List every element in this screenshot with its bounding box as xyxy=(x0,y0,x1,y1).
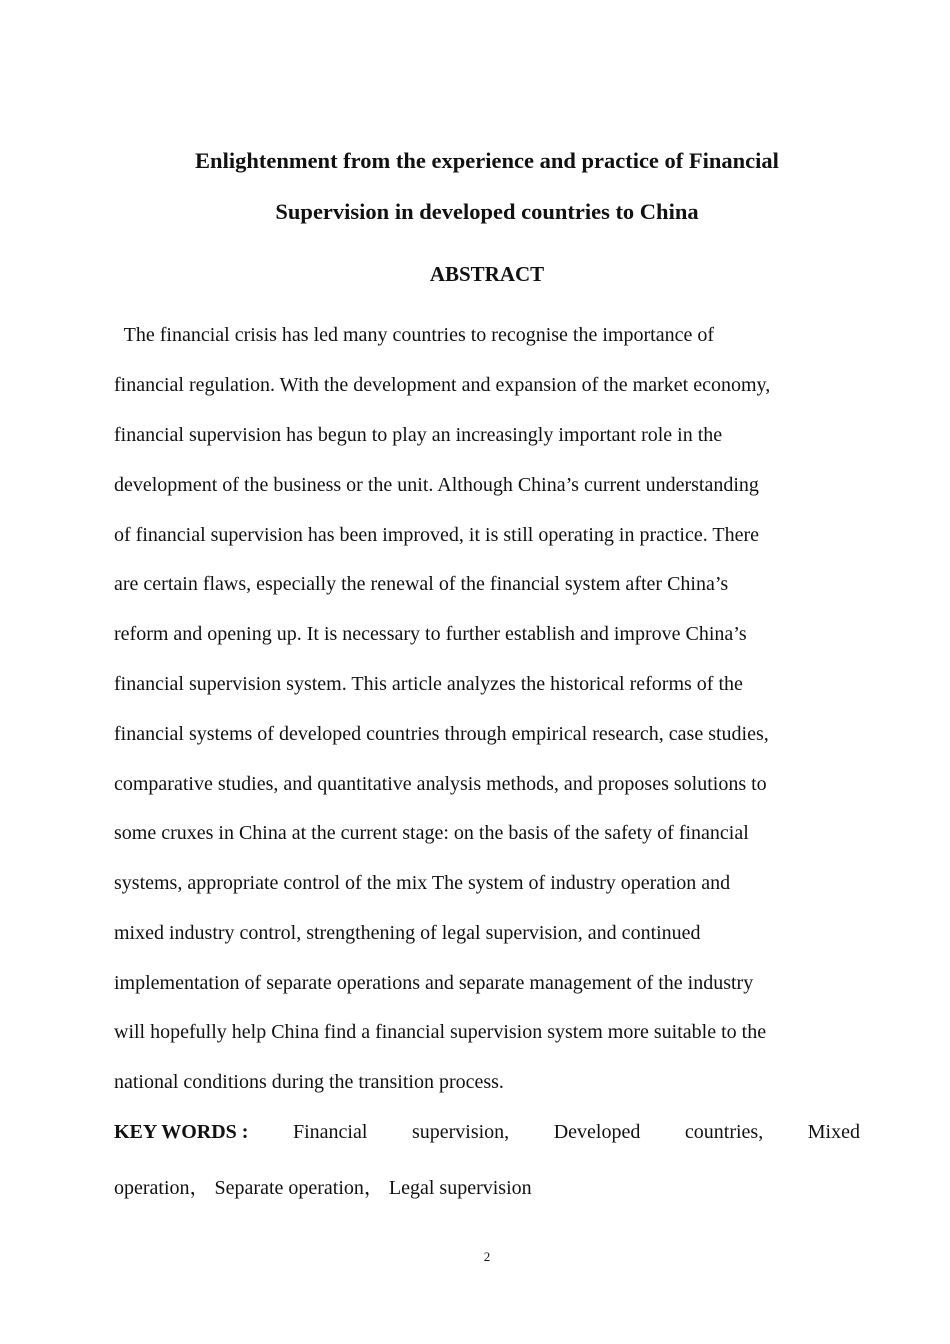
abstract-line: reform and opening up. It is necessary to further establish and improve China’s xyxy=(114,623,747,645)
keyword: Financial xyxy=(293,1121,368,1143)
abstract-line: development of the business or the unit. Although China’s current understanding xyxy=(114,474,759,496)
abstract-line: of financial supervision has been improved, it is still operating in practice. There xyxy=(114,524,759,546)
page-number: 2 xyxy=(483,1249,491,1264)
abstract-line: financial systems of developed countries through empirical research, case studies, xyxy=(114,723,769,745)
keyword: Developed xyxy=(553,1121,641,1143)
abstract-line: financial regulation. With the development and expansion of the market economy, xyxy=(114,374,771,396)
abstract-line: some cruxes in China at the current stage: on the basis of the safety of financial xyxy=(114,822,749,844)
abstract-line: The financial crisis has led many countries to recognise the importance of xyxy=(114,324,714,346)
abstract-line: are certain flaws, especially the renewal of the financial system after China’s xyxy=(114,573,729,595)
keyword: countries, xyxy=(684,1121,764,1143)
abstract-line: mixed industry control, strengthening of legal supervision, and continued xyxy=(114,922,701,944)
keywords-line-2: operation， Separate operation， Legal supervision xyxy=(114,1177,532,1199)
keyword: Mixed xyxy=(807,1121,860,1143)
keywords-label: KEY WORDS : xyxy=(114,1121,249,1143)
keyword: supervision, xyxy=(411,1121,510,1143)
abstract-line: national conditions during the transition process. xyxy=(114,1071,504,1093)
abstract-line: will hopefully help China find a financial supervision system more suitable to the xyxy=(114,1021,767,1043)
abstract-line: comparative studies, and quantitative analysis methods, and proposes solutions to xyxy=(114,773,767,795)
keywords-line-1 xyxy=(114,1121,860,1144)
abstract-line: implementation of separate operations and separate management of the industry xyxy=(114,972,754,994)
abstract-line: systems, appropriate control of the mix The system of industry operation and xyxy=(114,872,731,894)
abstract-heading: ABSTRACT xyxy=(429,262,545,286)
abstract-line: financial supervision has begun to play an increasingly important role in the xyxy=(114,424,723,446)
abstract-line: financial supervision system. This article analyzes the historical reforms of the xyxy=(114,673,743,695)
paper-title-line-1: Enlightenment from the experience and practice of Financial xyxy=(195,148,779,173)
paper-title-line-2: Supervision in developed countries to China xyxy=(275,199,699,224)
